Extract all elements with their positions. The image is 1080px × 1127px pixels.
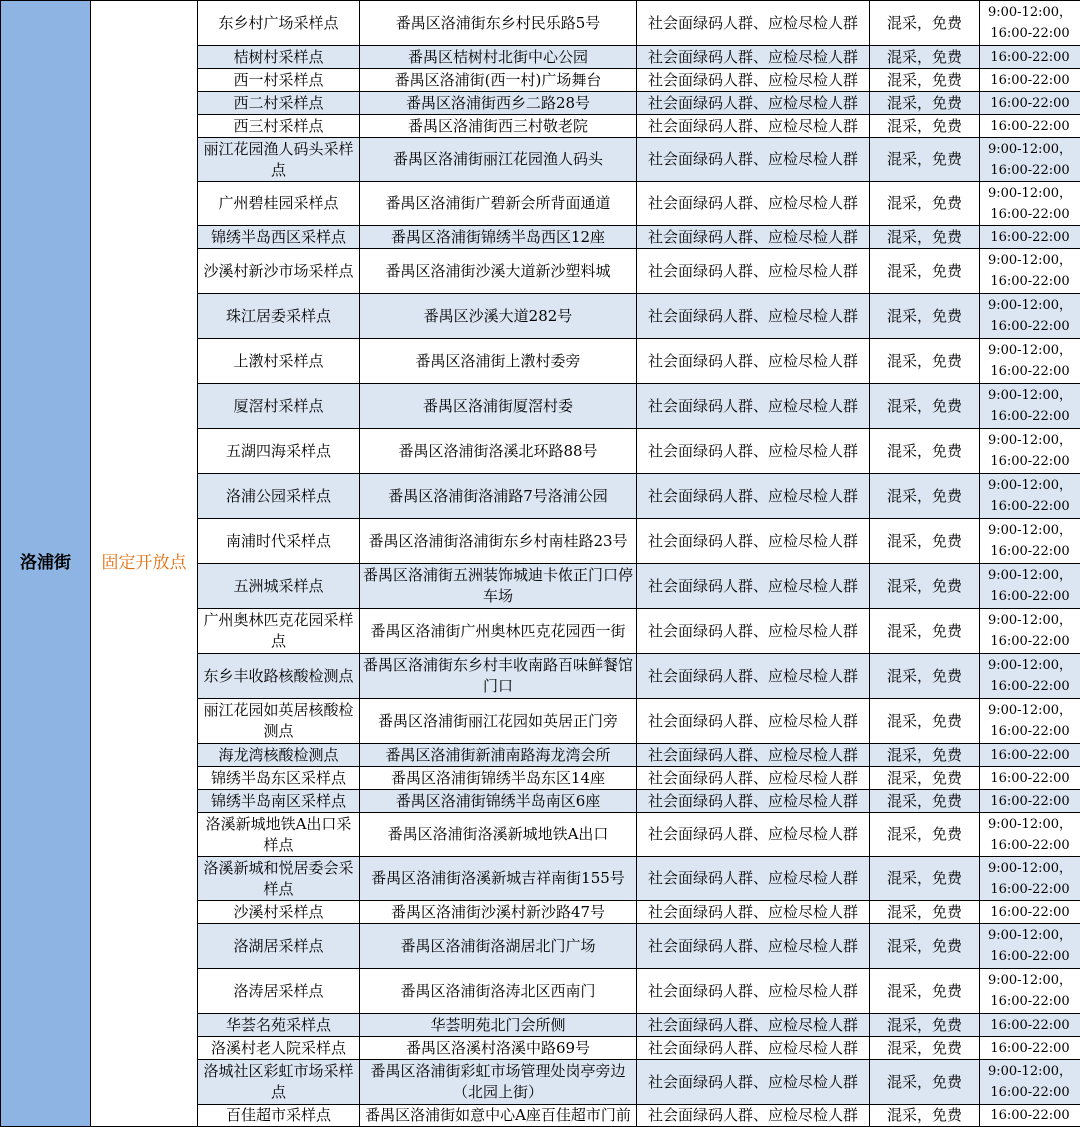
target-people-cell: 社会面绿码人群、应检尽检人群 — [637, 609, 870, 654]
sampling-method-cell: 混采，免费 — [870, 339, 980, 384]
opening-hours-cell: 9:00-12:00， 16:00-22:00 — [980, 182, 1080, 226]
sampling-method-cell: 混采，免费 — [870, 1, 980, 46]
target-people-cell: 社会面绿码人群、应检尽检人群 — [637, 699, 870, 744]
sampling-method-cell: 混采，免费 — [870, 226, 980, 249]
site-address-cell: 番禺区洛浦街沙溪村新沙路47号 — [360, 901, 637, 924]
opening-hours-cell: 9:00-12:00， 16:00-22:00 — [980, 474, 1080, 519]
site-name-cell: 洛涛居采样点 — [198, 969, 360, 1014]
site-name-cell: 广州碧桂园采样点 — [198, 182, 360, 226]
site-name-cell: 广州奥林匹克花园采样点 — [198, 609, 360, 654]
site-name-cell: 洛浦公园采样点 — [198, 474, 360, 519]
opening-hours-cell: 9:00-12:00， 16:00-22:00 — [980, 519, 1080, 564]
site-name-cell: 五湖四海采样点 — [198, 429, 360, 474]
site-name-cell: 洛溪新城地铁A出口采样点 — [198, 813, 360, 857]
site-name-cell: 沙溪村新沙市场采样点 — [198, 249, 360, 294]
target-people-cell: 社会面绿码人群、应检尽检人群 — [637, 790, 870, 813]
opening-hours-cell: 16:00-22:00 — [980, 744, 1080, 767]
site-address-cell: 番禺区洛浦街洛溪新城吉祥南街155号 — [360, 857, 637, 901]
sampling-method-cell: 混采，免费 — [870, 564, 980, 609]
site-name-cell: 丽江花园渔人码头采样点 — [198, 138, 360, 182]
site-name-cell: 百佳超市采样点 — [198, 1105, 360, 1127]
opening-hours-cell: 16:00-22:00 — [980, 901, 1080, 924]
site-address-cell: 番禺区洛浦街锦绣半岛西区12座 — [360, 226, 637, 249]
sampling-method-cell: 混采，免费 — [870, 474, 980, 519]
site-name-cell: 锦绣半岛东区采样点 — [198, 767, 360, 790]
target-people-cell: 社会面绿码人群、应检尽检人群 — [637, 1105, 870, 1127]
sampling-method-cell: 混采，免费 — [870, 699, 980, 744]
sampling-method-cell: 混采，免费 — [870, 1014, 980, 1037]
opening-hours-cell: 16:00-22:00 — [980, 46, 1080, 69]
opening-hours-cell: 9:00-12:00， 16:00-22:00 — [980, 138, 1080, 182]
opening-hours-cell: 16:00-22:00 — [980, 226, 1080, 249]
sampling-method-cell: 混采，免费 — [870, 767, 980, 790]
opening-hours-cell: 16:00-22:00 — [980, 1105, 1080, 1127]
sampling-method-cell: 混采，免费 — [870, 1105, 980, 1127]
opening-hours-cell: 9:00-12:00， 16:00-22:00 — [980, 564, 1080, 609]
target-people-cell: 社会面绿码人群、应检尽检人群 — [637, 813, 870, 857]
site-name-cell: 沙溪村采样点 — [198, 901, 360, 924]
site-name-cell: 西三村采样点 — [198, 115, 360, 138]
target-people-cell: 社会面绿码人群、应检尽检人群 — [637, 1, 870, 46]
opening-hours-cell: 9:00-12:00， 16:00-22:00 — [980, 249, 1080, 294]
site-address-cell: 番禺区洛浦街洛浦路7号洛浦公园 — [360, 474, 637, 519]
opening-hours-cell: 9:00-12:00， 16:00-22:00 — [980, 429, 1080, 474]
target-people-cell: 社会面绿码人群、应检尽检人群 — [637, 339, 870, 384]
site-name-cell: 上漖村采样点 — [198, 339, 360, 384]
site-address-cell: 番禺区洛浦街东乡村丰收南路百味鲜餐馆门口 — [360, 654, 637, 699]
sampling-method-cell: 混采，免费 — [870, 92, 980, 115]
sampling-method-cell: 混采，免费 — [870, 249, 980, 294]
site-name-cell: 厦滘村采样点 — [198, 384, 360, 429]
category-cell: 固定开放点 — [91, 1, 198, 1127]
opening-hours-cell: 9:00-12:00， 16:00-22:00 — [980, 1, 1080, 46]
site-name-cell: 东乡村广场采样点 — [198, 1, 360, 46]
site-name-cell: 洛溪村老人院采样点 — [198, 1037, 360, 1060]
site-name-cell: 海龙湾核酸检测点 — [198, 744, 360, 767]
opening-hours-cell: 9:00-12:00， 16:00-22:00 — [980, 813, 1080, 857]
target-people-cell: 社会面绿码人群、应检尽检人群 — [637, 1060, 870, 1105]
opening-hours-cell: 9:00-12:00， 16:00-22:00 — [980, 294, 1080, 339]
sampling-method-cell: 混采，免费 — [870, 384, 980, 429]
site-address-cell: 番禺区洛浦街五洲装饰城迪卡侬正门口停车场 — [360, 564, 637, 609]
site-address-cell: 番禺区洛浦街沙溪大道新沙塑料城 — [360, 249, 637, 294]
opening-hours-cell: 9:00-12:00， 16:00-22:00 — [980, 609, 1080, 654]
site-address-cell: 番禺区洛浦街锦绣半岛东区14座 — [360, 767, 637, 790]
sampling-method-cell: 混采，免费 — [870, 182, 980, 226]
site-name-cell: 桔树村采样点 — [198, 46, 360, 69]
sampling-method-cell: 混采，免费 — [870, 857, 980, 901]
opening-hours-cell: 9:00-12:00， 16:00-22:00 — [980, 1060, 1080, 1105]
site-name-cell: 洛城社区彩虹市场采样点 — [198, 1060, 360, 1105]
site-address-cell: 番禺区洛浦街如意中心A座百佳超市门前 — [360, 1105, 637, 1127]
target-people-cell: 社会面绿码人群、应检尽检人群 — [637, 1014, 870, 1037]
site-address-cell: 番禺区沙溪大道282号 — [360, 294, 637, 339]
site-address-cell: 番禺区洛浦街上漖村委旁 — [360, 339, 637, 384]
target-people-cell: 社会面绿码人群、应检尽检人群 — [637, 138, 870, 182]
opening-hours-cell: 9:00-12:00， 16:00-22:00 — [980, 969, 1080, 1014]
sampling-method-cell: 混采，免费 — [870, 519, 980, 564]
site-address-cell: 番禺区洛浦街厦滘村委 — [360, 384, 637, 429]
site-name-cell: 珠江居委采样点 — [198, 294, 360, 339]
target-people-cell: 社会面绿码人群、应检尽检人群 — [637, 969, 870, 1014]
sampling-method-cell: 混采，免费 — [870, 790, 980, 813]
sampling-method-cell: 混采，免费 — [870, 294, 980, 339]
opening-hours-cell: 9:00-12:00， 16:00-22:00 — [980, 699, 1080, 744]
target-people-cell: 社会面绿码人群、应检尽检人群 — [637, 92, 870, 115]
site-name-cell: 洛湖居采样点 — [198, 924, 360, 969]
opening-hours-cell: 9:00-12:00， 16:00-22:00 — [980, 654, 1080, 699]
sampling-method-cell: 混采，免费 — [870, 654, 980, 699]
target-people-cell: 社会面绿码人群、应检尽检人群 — [637, 744, 870, 767]
sampling-method-cell: 混采，免费 — [870, 744, 980, 767]
opening-hours-cell: 16:00-22:00 — [980, 92, 1080, 115]
target-people-cell: 社会面绿码人群、应检尽检人群 — [637, 767, 870, 790]
opening-hours-cell: 9:00-12:00， 16:00-22:00 — [980, 857, 1080, 901]
site-name-cell: 五洲城采样点 — [198, 564, 360, 609]
target-people-cell: 社会面绿码人群、应检尽检人群 — [637, 46, 870, 69]
target-people-cell: 社会面绿码人群、应检尽检人群 — [637, 857, 870, 901]
site-address-cell: 华荟明苑北门会所侧 — [360, 1014, 637, 1037]
target-people-cell: 社会面绿码人群、应检尽检人群 — [637, 564, 870, 609]
site-address-cell: 番禺区洛浦街新浦南路海龙湾会所 — [360, 744, 637, 767]
sampling-method-cell: 混采，免费 — [870, 813, 980, 857]
sampling-method-cell: 混采，免费 — [870, 69, 980, 92]
target-people-cell: 社会面绿码人群、应检尽检人群 — [637, 384, 870, 429]
target-people-cell: 社会面绿码人群、应检尽检人群 — [637, 901, 870, 924]
site-address-cell: 番禺区洛浦街彩虹市场管理处岗亭旁边（北园上街） — [360, 1060, 637, 1105]
site-address-cell: 番禺区洛浦街洛溪新城地铁A出口 — [360, 813, 637, 857]
site-address-cell: 番禺区洛浦街丽江花园渔人码头 — [360, 138, 637, 182]
site-name-cell: 洛溪新城和悦居委会采样点 — [198, 857, 360, 901]
site-address-cell: 番禺区洛浦街(西一村)广场舞台 — [360, 69, 637, 92]
site-address-cell: 番禺区洛浦街洛浦街东乡村南桂路23号 — [360, 519, 637, 564]
sampling-method-cell: 混采，免费 — [870, 46, 980, 69]
target-people-cell: 社会面绿码人群、应检尽检人群 — [637, 429, 870, 474]
target-people-cell: 社会面绿码人群、应检尽检人群 — [637, 226, 870, 249]
street-cell: 洛浦街 — [1, 1, 91, 1127]
opening-hours-cell: 16:00-22:00 — [980, 69, 1080, 92]
site-address-cell: 番禺区洛浦街广碧新会所背面通道 — [360, 182, 637, 226]
site-address-cell: 番禺区洛浦街丽江花园如英居正门旁 — [360, 699, 637, 744]
site-name-cell: 锦绣半岛西区采样点 — [198, 226, 360, 249]
target-people-cell: 社会面绿码人群、应检尽检人群 — [637, 474, 870, 519]
opening-hours-cell: 16:00-22:00 — [980, 767, 1080, 790]
site-address-cell: 番禺区桔树村北街中心公园 — [360, 46, 637, 69]
opening-hours-cell: 16:00-22:00 — [980, 1014, 1080, 1037]
site-address-cell: 番禺区洛浦街洛溪北环路88号 — [360, 429, 637, 474]
target-people-cell: 社会面绿码人群、应检尽检人群 — [637, 924, 870, 969]
sampling-method-cell: 混采，免费 — [870, 1060, 980, 1105]
site-address-cell: 番禺区洛浦街西乡二路28号 — [360, 92, 637, 115]
target-people-cell: 社会面绿码人群、应检尽检人群 — [637, 519, 870, 564]
site-address-cell: 番禺区洛浦街西三村敬老院 — [360, 115, 637, 138]
target-people-cell: 社会面绿码人群、应检尽检人群 — [637, 115, 870, 138]
sampling-method-cell: 混采，免费 — [870, 429, 980, 474]
site-name-cell: 锦绣半岛南区采样点 — [198, 790, 360, 813]
target-people-cell: 社会面绿码人群、应检尽检人群 — [637, 249, 870, 294]
sampling-method-cell: 混采，免费 — [870, 969, 980, 1014]
site-name-cell: 丽江花园如英居核酸检测点 — [198, 699, 360, 744]
site-address-cell: 番禺区洛溪村洛溪中路69号 — [360, 1037, 637, 1060]
target-people-cell: 社会面绿码人群、应检尽检人群 — [637, 294, 870, 339]
site-address-cell: 番禺区洛浦街洛湖居北门广场 — [360, 924, 637, 969]
sampling-method-cell: 混采，免费 — [870, 901, 980, 924]
opening-hours-cell: 9:00-12:00， 16:00-22:00 — [980, 924, 1080, 969]
opening-hours-cell: 9:00-12:00， 16:00-22:00 — [980, 339, 1080, 384]
site-name-cell: 东乡丰收路核酸检测点 — [198, 654, 360, 699]
target-people-cell: 社会面绿码人群、应检尽检人群 — [637, 1037, 870, 1060]
sampling-method-cell: 混采，免费 — [870, 924, 980, 969]
target-people-cell: 社会面绿码人群、应检尽检人群 — [637, 69, 870, 92]
site-name-cell: 西一村采样点 — [198, 69, 360, 92]
sampling-method-cell: 混采，免费 — [870, 609, 980, 654]
site-address-cell: 番禺区洛浦街东乡村民乐路5号 — [360, 1, 637, 46]
target-people-cell: 社会面绿码人群、应检尽检人群 — [637, 182, 870, 226]
table-body — [1, 1, 1080, 1127]
opening-hours-cell: 16:00-22:00 — [980, 1037, 1080, 1060]
site-name-cell: 南浦时代采样点 — [198, 519, 360, 564]
sampling-method-cell: 混采，免费 — [870, 1037, 980, 1060]
site-address-cell: 番禺区洛浦街广州奥林匹克花园西一街 — [360, 609, 637, 654]
site-address-cell: 番禺区洛浦街锦绣半岛南区6座 — [360, 790, 637, 813]
opening-hours-cell: 16:00-22:00 — [980, 115, 1080, 138]
sampling-method-cell: 混采，免费 — [870, 115, 980, 138]
opening-hours-cell: 9:00-12:00， 16:00-22:00 — [980, 384, 1080, 429]
sampling-method-cell: 混采，免费 — [870, 138, 980, 182]
site-name-cell: 华荟名苑采样点 — [198, 1014, 360, 1037]
opening-hours-cell: 16:00-22:00 — [980, 790, 1080, 813]
target-people-cell: 社会面绿码人群、应检尽检人群 — [637, 654, 870, 699]
table-row — [1, 1, 1080, 46]
site-name-cell: 西二村采样点 — [198, 92, 360, 115]
site-address-cell: 番禺区洛浦街洛涛北区西南门 — [360, 969, 637, 1014]
